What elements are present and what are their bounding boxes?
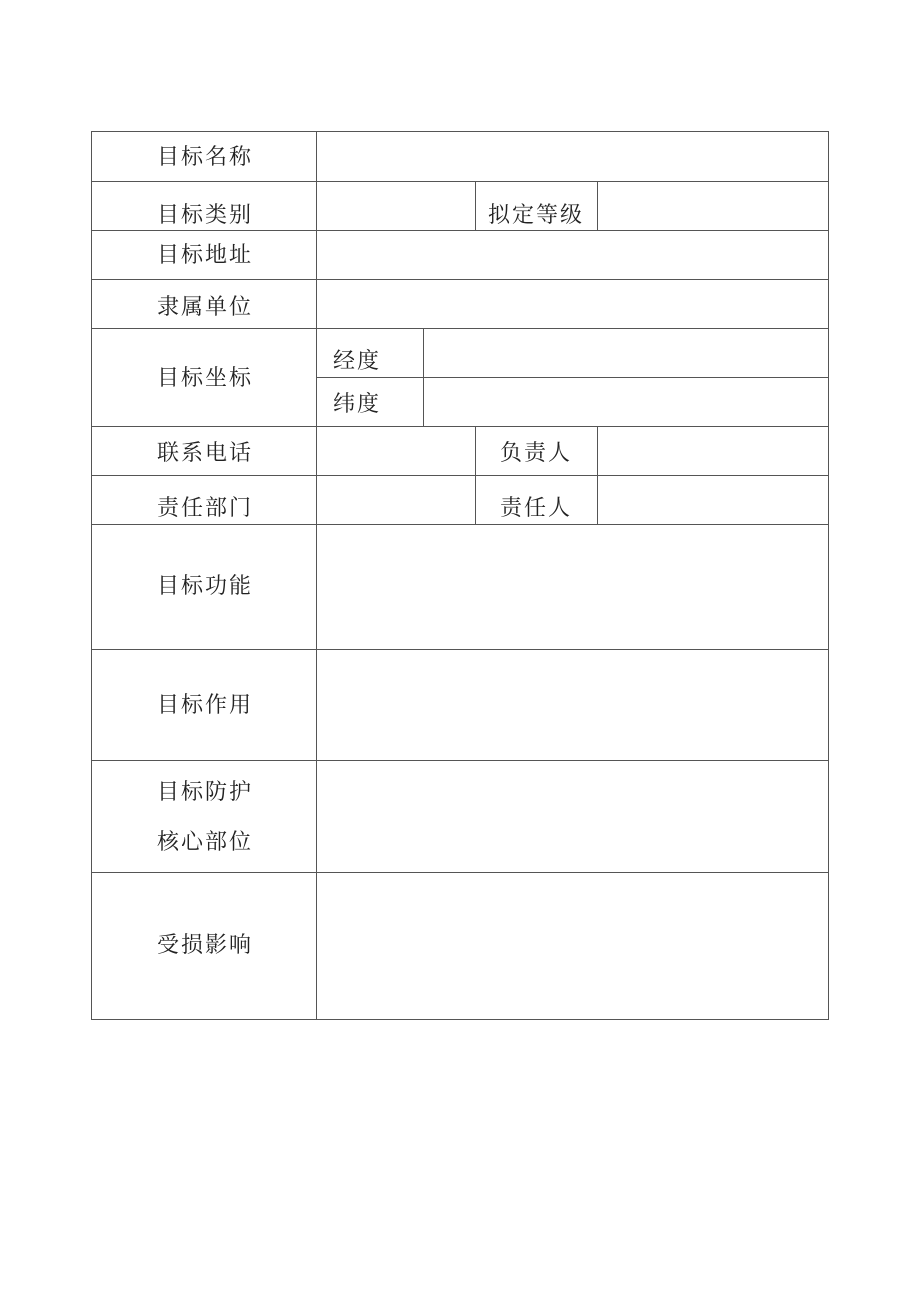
target-coordinates-label: 目标坐标 xyxy=(156,366,254,391)
column-divider xyxy=(597,181,598,230)
target-function-field[interactable] xyxy=(318,525,828,648)
longitude-label: 经度 xyxy=(333,349,382,374)
target-address-field[interactable] xyxy=(318,231,828,278)
target-name-field[interactable] xyxy=(318,133,828,180)
longitude-field[interactable] xyxy=(425,329,828,376)
person-in-charge-label: 负责人 xyxy=(499,441,573,466)
column-divider xyxy=(475,426,476,524)
column-divider xyxy=(597,426,598,524)
target-category-field[interactable] xyxy=(318,182,474,229)
protection-core-field[interactable] xyxy=(318,761,828,871)
damage-impact-label: 受损影响 xyxy=(156,933,254,958)
column-divider xyxy=(423,328,424,426)
target-function-label: 目标功能 xyxy=(156,574,254,599)
responsible-dept-label: 责任部门 xyxy=(156,496,254,521)
column-divider xyxy=(475,181,476,230)
responsible-person-label: 责任人 xyxy=(499,496,573,521)
latitude-field[interactable] xyxy=(425,378,828,425)
responsible-dept-field[interactable] xyxy=(318,476,474,523)
target-category-label: 目标类别 xyxy=(156,203,254,228)
column-divider xyxy=(316,132,317,1019)
damage-impact-field[interactable] xyxy=(318,873,828,1018)
person-in-charge-field[interactable] xyxy=(599,427,828,474)
affiliated-unit-field[interactable] xyxy=(318,280,828,327)
protection-core-label-line2: 核心部位 xyxy=(156,830,254,855)
proposed-level-label: 拟定等级 xyxy=(487,203,585,228)
protection-core-label-line1: 目标防护 xyxy=(156,780,254,805)
affiliated-unit-label: 隶属单位 xyxy=(156,295,254,320)
latitude-label: 纬度 xyxy=(333,392,382,417)
target-role-field[interactable] xyxy=(318,650,828,759)
contact-phone-field[interactable] xyxy=(318,427,474,474)
target-info-form xyxy=(91,131,829,1020)
target-address-label: 目标地址 xyxy=(156,243,254,268)
responsible-person-field[interactable] xyxy=(599,476,828,523)
target-name-label: 目标名称 xyxy=(156,145,254,170)
target-role-label: 目标作用 xyxy=(156,693,254,718)
contact-phone-label: 联系电话 xyxy=(156,441,254,466)
proposed-level-field[interactable] xyxy=(599,182,828,229)
